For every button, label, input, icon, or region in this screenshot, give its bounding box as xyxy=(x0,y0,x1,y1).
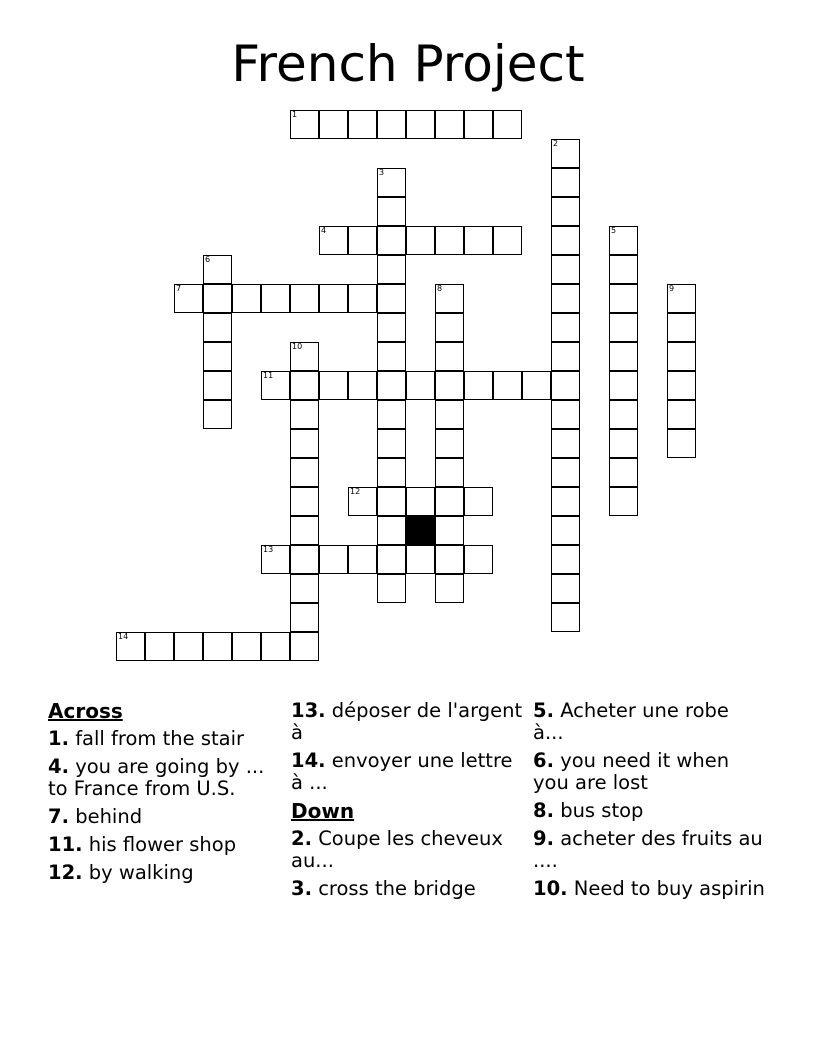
clue-number: 12. xyxy=(48,861,83,884)
clue-number: 5. xyxy=(533,699,554,722)
crossword-cell[interactable] xyxy=(435,545,464,574)
crossword-cell[interactable] xyxy=(667,400,696,429)
clue-number: 9. xyxy=(533,827,554,850)
clue-text: envoyer une lettre à ... xyxy=(291,749,513,794)
clue-text: cross the bridge xyxy=(318,877,476,900)
crossword-cell[interactable] xyxy=(377,371,406,400)
crossword-cell[interactable] xyxy=(203,632,232,661)
clue-down-9 xyxy=(533,828,765,872)
crossword-cell[interactable] xyxy=(406,371,435,400)
crossword-cell[interactable] xyxy=(290,400,319,429)
crossword-cell[interactable] xyxy=(377,284,406,313)
crossword-cell[interactable] xyxy=(290,632,319,661)
clue-number-label: 14 xyxy=(118,632,129,641)
clue-across-7 xyxy=(48,806,280,828)
crossword-cell[interactable] xyxy=(551,516,580,545)
crossword-cell[interactable] xyxy=(551,313,580,342)
crossword-cell[interactable] xyxy=(435,371,464,400)
clue-down-2 xyxy=(291,828,523,872)
crossword-cell[interactable] xyxy=(609,371,638,400)
crossword-cell[interactable] xyxy=(551,603,580,632)
page-title: French Project xyxy=(231,35,585,93)
clue-number-label: 7 xyxy=(176,284,182,293)
crossword-cell[interactable] xyxy=(406,110,435,139)
crossword-cell[interactable] xyxy=(551,458,580,487)
crossword-cell[interactable] xyxy=(406,226,435,255)
crossword-cell[interactable] xyxy=(435,487,464,516)
crossword-cell[interactable] xyxy=(609,487,638,516)
crossword-cell[interactable] xyxy=(435,313,464,342)
clue-number-label: 8 xyxy=(437,284,443,293)
clue-number-label: 4 xyxy=(321,226,327,235)
crossword-cell[interactable] xyxy=(348,284,377,313)
crossword-cell[interactable] xyxy=(290,574,319,603)
crossword-cell[interactable] xyxy=(377,574,406,603)
crossword-cell[interactable] xyxy=(290,110,319,139)
crossword-cell[interactable] xyxy=(203,342,232,371)
clue-down-8 xyxy=(533,800,765,822)
crossword-cell[interactable] xyxy=(464,110,493,139)
crossword-cell[interactable] xyxy=(464,226,493,255)
clue-number: 11. xyxy=(48,833,83,856)
crossword-cell[interactable] xyxy=(290,487,319,516)
crossword-cell[interactable] xyxy=(551,284,580,313)
clue-number-label: 2 xyxy=(553,139,559,148)
clue-number-label: 6 xyxy=(205,255,211,264)
clue-number: 7. xyxy=(48,805,69,828)
crossword-cell[interactable] xyxy=(464,371,493,400)
crossword-cell[interactable] xyxy=(493,226,522,255)
crossword-cell[interactable] xyxy=(319,284,348,313)
clue-text: déposer de l'argent à xyxy=(291,699,523,744)
crossword-cell[interactable] xyxy=(203,284,232,313)
crossword-cell[interactable] xyxy=(377,458,406,487)
crossword-cell[interactable] xyxy=(551,487,580,516)
crossword-cell[interactable] xyxy=(551,400,580,429)
clue-number: 2. xyxy=(291,827,312,850)
crossword-cell[interactable] xyxy=(551,371,580,400)
crossword-cell[interactable] xyxy=(290,458,319,487)
crossword-cell[interactable] xyxy=(377,516,406,545)
crossword-cell[interactable] xyxy=(203,255,232,284)
crossword-cell[interactable] xyxy=(290,603,319,632)
crossword-cell[interactable] xyxy=(551,168,580,197)
crossword-cell[interactable] xyxy=(609,458,638,487)
crossword-cell[interactable] xyxy=(551,255,580,284)
crossword-cell[interactable] xyxy=(667,371,696,400)
crossword-cell[interactable] xyxy=(203,313,232,342)
crossword-cell[interactable] xyxy=(551,197,580,226)
crossword-cell[interactable] xyxy=(464,545,493,574)
clue-text: acheter des fruits au .... xyxy=(533,827,763,872)
clue-number-label: 10 xyxy=(292,342,303,351)
crossword-cell[interactable] xyxy=(609,226,638,255)
crossword-cell[interactable] xyxy=(377,313,406,342)
clue-number: 8. xyxy=(533,799,554,822)
clue-column-2 xyxy=(291,700,523,906)
clue-text: bus stop xyxy=(560,799,644,822)
crossword-cell[interactable] xyxy=(261,545,290,574)
clue-number: 4. xyxy=(48,755,69,778)
crossword-cell[interactable] xyxy=(551,545,580,574)
down-heading: Down xyxy=(291,799,355,823)
crossword-cell[interactable] xyxy=(551,139,580,168)
crossword-cell[interactable] xyxy=(232,632,261,661)
clue-down-3 xyxy=(291,878,523,900)
crossword-cell[interactable] xyxy=(435,429,464,458)
crossword-cell[interactable] xyxy=(609,284,638,313)
across-heading: Across xyxy=(48,699,123,723)
crossword-cell[interactable] xyxy=(609,255,638,284)
crossword-cell[interactable] xyxy=(406,487,435,516)
clue-across-1 xyxy=(48,728,280,750)
crossword-cell[interactable] xyxy=(667,284,696,313)
crossword-cell[interactable] xyxy=(377,255,406,284)
crossword-cell[interactable] xyxy=(551,429,580,458)
crossword-cell[interactable] xyxy=(348,371,377,400)
clue-number-label: 1 xyxy=(292,110,298,119)
crossword-cell[interactable] xyxy=(377,545,406,574)
crossword-cell[interactable] xyxy=(203,371,232,400)
crossword-cell[interactable] xyxy=(319,110,348,139)
clue-text: Coupe les cheveux au... xyxy=(291,827,503,872)
crossword-cell[interactable] xyxy=(377,400,406,429)
clue-number: 6. xyxy=(533,749,554,772)
crossword-cell[interactable] xyxy=(203,400,232,429)
clue-across-11 xyxy=(48,834,280,856)
clue-number-label: 5 xyxy=(611,226,617,235)
clue-across-12 xyxy=(48,862,280,884)
crossword-cell[interactable] xyxy=(435,574,464,603)
crossword-cell[interactable] xyxy=(464,487,493,516)
clue-number: 10. xyxy=(533,877,568,900)
crossword-cell[interactable] xyxy=(174,632,203,661)
crossword-cell[interactable] xyxy=(377,168,406,197)
crossword-cell[interactable] xyxy=(377,110,406,139)
crossword-cell[interactable] xyxy=(319,371,348,400)
clue-text: Acheter une robe à... xyxy=(533,699,729,744)
crossword-cell[interactable] xyxy=(609,342,638,371)
crossword-cell[interactable] xyxy=(667,313,696,342)
crossword-cell[interactable] xyxy=(261,371,290,400)
crossword-cell[interactable] xyxy=(435,226,464,255)
clue-number: 14. xyxy=(291,749,326,772)
crossword-cell[interactable] xyxy=(290,545,319,574)
clue-across-14 xyxy=(291,750,523,794)
crossword-cell[interactable] xyxy=(145,632,174,661)
clue-number: 13. xyxy=(291,699,326,722)
clue-number: 1. xyxy=(48,727,69,750)
crossword-cell[interactable] xyxy=(551,342,580,371)
crossword-cell[interactable] xyxy=(174,284,203,313)
crossword-cell[interactable] xyxy=(667,342,696,371)
crossword-cell[interactable] xyxy=(377,342,406,371)
crossword-block xyxy=(406,516,435,545)
crossword-cell[interactable] xyxy=(261,284,290,313)
clue-number-label: 11 xyxy=(263,371,274,380)
clue-text: Need to buy aspirin xyxy=(573,877,765,900)
clue-down-6 xyxy=(533,750,765,794)
crossword-cell[interactable] xyxy=(290,429,319,458)
clue-text: his flower shop xyxy=(88,833,237,856)
crossword-cell[interactable] xyxy=(493,110,522,139)
clue-text: you are going by ... to France from U.S. xyxy=(48,755,265,800)
crossword-cell[interactable] xyxy=(377,226,406,255)
crossword-cell[interactable] xyxy=(435,458,464,487)
crossword-cell[interactable] xyxy=(522,371,551,400)
clue-text: you need it when you are lost xyxy=(533,749,730,794)
crossword-cell[interactable] xyxy=(377,197,406,226)
crossword-cell[interactable] xyxy=(290,516,319,545)
crossword-cell[interactable] xyxy=(406,545,435,574)
crossword-cell[interactable] xyxy=(232,284,261,313)
crossword-cell[interactable] xyxy=(551,574,580,603)
crossword-cell[interactable] xyxy=(667,429,696,458)
clue-across-13 xyxy=(291,700,523,744)
crossword-cell[interactable] xyxy=(609,313,638,342)
crossword-cell[interactable] xyxy=(435,284,464,313)
clue-text: by walking xyxy=(88,861,194,884)
crossword-cell[interactable] xyxy=(348,545,377,574)
crossword-cell[interactable] xyxy=(377,487,406,516)
clue-text: fall from the stair xyxy=(75,727,245,750)
crossword-cell[interactable] xyxy=(551,226,580,255)
crossword-cell[interactable] xyxy=(435,342,464,371)
clue-across-4 xyxy=(48,756,280,800)
crossword-cell[interactable] xyxy=(348,110,377,139)
clue-list xyxy=(48,700,788,960)
crossword-cell[interactable] xyxy=(290,371,319,400)
crossword-cell[interactable] xyxy=(435,400,464,429)
clue-number: 3. xyxy=(291,877,312,900)
clue-number-label: 13 xyxy=(263,545,274,554)
crossword-cell[interactable] xyxy=(609,400,638,429)
crossword-cell[interactable] xyxy=(261,632,290,661)
clue-number-label: 9 xyxy=(669,284,675,293)
clue-text: behind xyxy=(75,805,143,828)
clue-column-3 xyxy=(533,700,765,906)
crossword-cell[interactable] xyxy=(435,110,464,139)
clue-number-label: 12 xyxy=(350,487,361,496)
crossword-cell[interactable] xyxy=(319,226,348,255)
crossword-cell[interactable] xyxy=(377,429,406,458)
crossword-cell[interactable] xyxy=(319,545,348,574)
crossword-cell[interactable] xyxy=(290,342,319,371)
crossword-cell[interactable] xyxy=(348,226,377,255)
crossword-cell[interactable] xyxy=(609,429,638,458)
crossword-cell[interactable] xyxy=(493,371,522,400)
clue-column-1 xyxy=(48,700,280,890)
clue-down-10 xyxy=(533,878,765,900)
crossword-cell[interactable] xyxy=(435,516,464,545)
crossword-cell[interactable] xyxy=(116,632,145,661)
clue-number-label: 3 xyxy=(379,168,385,177)
crossword-cell[interactable] xyxy=(290,284,319,313)
clue-down-5 xyxy=(533,700,765,744)
crossword-cell[interactable] xyxy=(348,487,377,516)
